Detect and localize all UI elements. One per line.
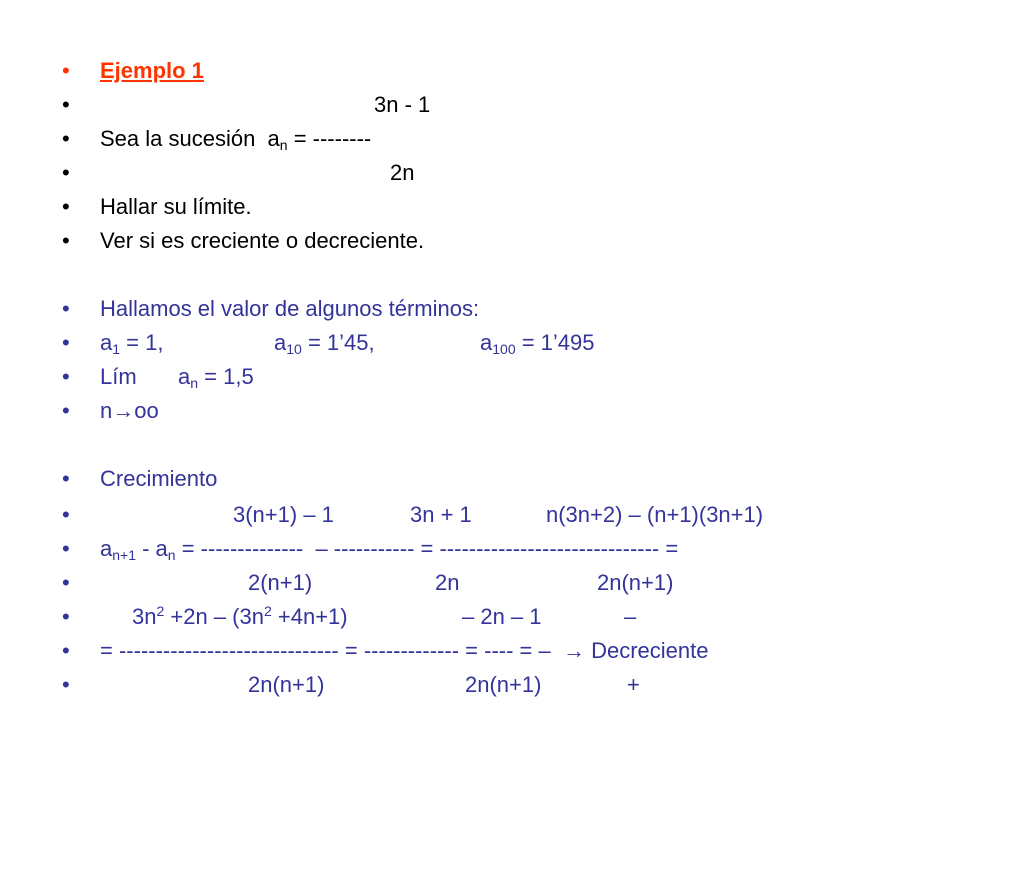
term-value: = 1’495 — [515, 330, 595, 355]
bullet: • — [62, 364, 70, 389]
term-a100 — [480, 326, 595, 360]
numerator-3: n(3n+2) – (n+1)(3n+1) — [546, 502, 764, 527]
numerator-1: 3(n+1) – 1 — [233, 502, 334, 527]
line-term-values — [62, 326, 1004, 360]
bullet: • — [62, 92, 70, 117]
subscript: n — [190, 375, 199, 391]
result-denominator-2: 2n(n+1) — [465, 672, 542, 697]
bullet: • — [62, 296, 70, 321]
term-symbol: a — [100, 536, 113, 561]
bullet: • — [62, 330, 70, 355]
result-fraction-bars: = ------------------------------ = ------------- = ---- = – — [100, 638, 563, 663]
n-symbol: n — [100, 398, 113, 423]
term-symbol: a — [100, 330, 113, 355]
fraction-bars: = -------------- – ----------- = ------------------------------ = — [175, 536, 679, 561]
subscript: n — [167, 547, 176, 563]
expansion-numerator-1 — [132, 600, 348, 634]
arrow-right-icon: → — [112, 398, 135, 423]
limit-label: Lím — [100, 364, 137, 389]
term-symbol: a — [178, 364, 191, 389]
line-find-limit — [62, 190, 1004, 224]
superscript: 2 — [263, 603, 272, 619]
term-value: = 1, — [120, 330, 164, 355]
arrow-right-icon: → — [562, 638, 585, 663]
sequence-label: Sea la sucesión a — [100, 126, 280, 151]
line-denominator — [62, 156, 1004, 190]
expr-part: +2n – (3n — [164, 604, 264, 629]
expr-part: 3n — [132, 604, 157, 629]
term-symbol: a — [480, 330, 493, 355]
expr-part: +4n+1) — [271, 604, 348, 629]
term-value: = 1’45, — [301, 330, 375, 355]
infinity-text: oo — [134, 398, 159, 423]
growth-heading: Crecimiento — [100, 466, 218, 491]
denominator-text: 2n — [390, 160, 415, 185]
result-denominator-1: 2n(n+1) — [248, 672, 325, 697]
subscript: n+1 — [112, 547, 136, 563]
line-growth-denominators — [62, 566, 1004, 600]
line-sequence-definition — [62, 122, 1004, 156]
subscript: n — [279, 137, 288, 153]
subscript: 100 — [492, 341, 516, 357]
bullet: • — [62, 502, 70, 527]
result-denominator-3: + — [627, 672, 640, 697]
line-n-to-infinity — [62, 394, 1004, 428]
bullet: • — [62, 228, 70, 253]
numerator-text: 3n - 1 — [374, 92, 431, 117]
difference-expression — [100, 532, 678, 566]
bullet: • — [62, 160, 70, 185]
bullet: • — [62, 604, 70, 629]
sequence-fraction-bar: = -------- — [287, 126, 372, 151]
bullet: • — [62, 672, 70, 697]
line-growth-heading — [62, 462, 1004, 496]
subscript: 1 — [112, 341, 121, 357]
minus-term: - a — [136, 536, 168, 561]
line-expansion-numerators — [62, 600, 1004, 634]
numerator-2: 3n + 1 — [410, 502, 472, 527]
line-limit — [62, 360, 1004, 394]
line-terms-heading — [62, 292, 1004, 326]
bullet: • — [62, 194, 70, 219]
line-increasing-question — [62, 224, 1004, 258]
expansion-numerator-3: – — [624, 604, 637, 629]
limit-value — [178, 360, 254, 394]
denominator-2: 2n — [435, 570, 460, 595]
bullet: • — [62, 126, 70, 151]
increasing-question-text: Ver si es creciente o decreciente. — [100, 228, 425, 253]
line-result-denominators — [62, 668, 1004, 702]
bullet: • — [62, 638, 70, 663]
terms-heading: Hallamos el valor de algunos términos: — [100, 296, 480, 321]
superscript: 2 — [156, 603, 165, 619]
term-value: = 1,5 — [198, 364, 254, 389]
line-growth-numerators — [62, 498, 1004, 532]
bullet: • — [62, 466, 70, 491]
line-ejemplo-title — [62, 54, 1004, 88]
expansion-numerator-2: – 2n – 1 — [462, 604, 542, 629]
n-to-infinity — [100, 394, 159, 428]
bullet: • — [62, 398, 70, 423]
term-a10 — [274, 326, 375, 360]
term-a1 — [100, 326, 163, 360]
sequence-definition — [100, 122, 371, 156]
denominator-1: 2(n+1) — [248, 570, 313, 595]
bullet: • — [62, 570, 70, 595]
find-limit-text: Hallar su límite. — [100, 194, 252, 219]
denominator-3: 2n(n+1) — [597, 570, 674, 595]
bullet: • — [62, 536, 70, 561]
subscript: 10 — [286, 341, 302, 357]
example-title: Ejemplo 1 — [100, 58, 204, 83]
bullet: • — [62, 58, 70, 83]
term-symbol: a — [274, 330, 287, 355]
line-result — [62, 634, 1004, 668]
result-expression — [100, 634, 708, 668]
line-numerator — [62, 88, 1004, 122]
line-difference — [62, 532, 1004, 566]
result-conclusion: Decreciente — [584, 638, 709, 663]
